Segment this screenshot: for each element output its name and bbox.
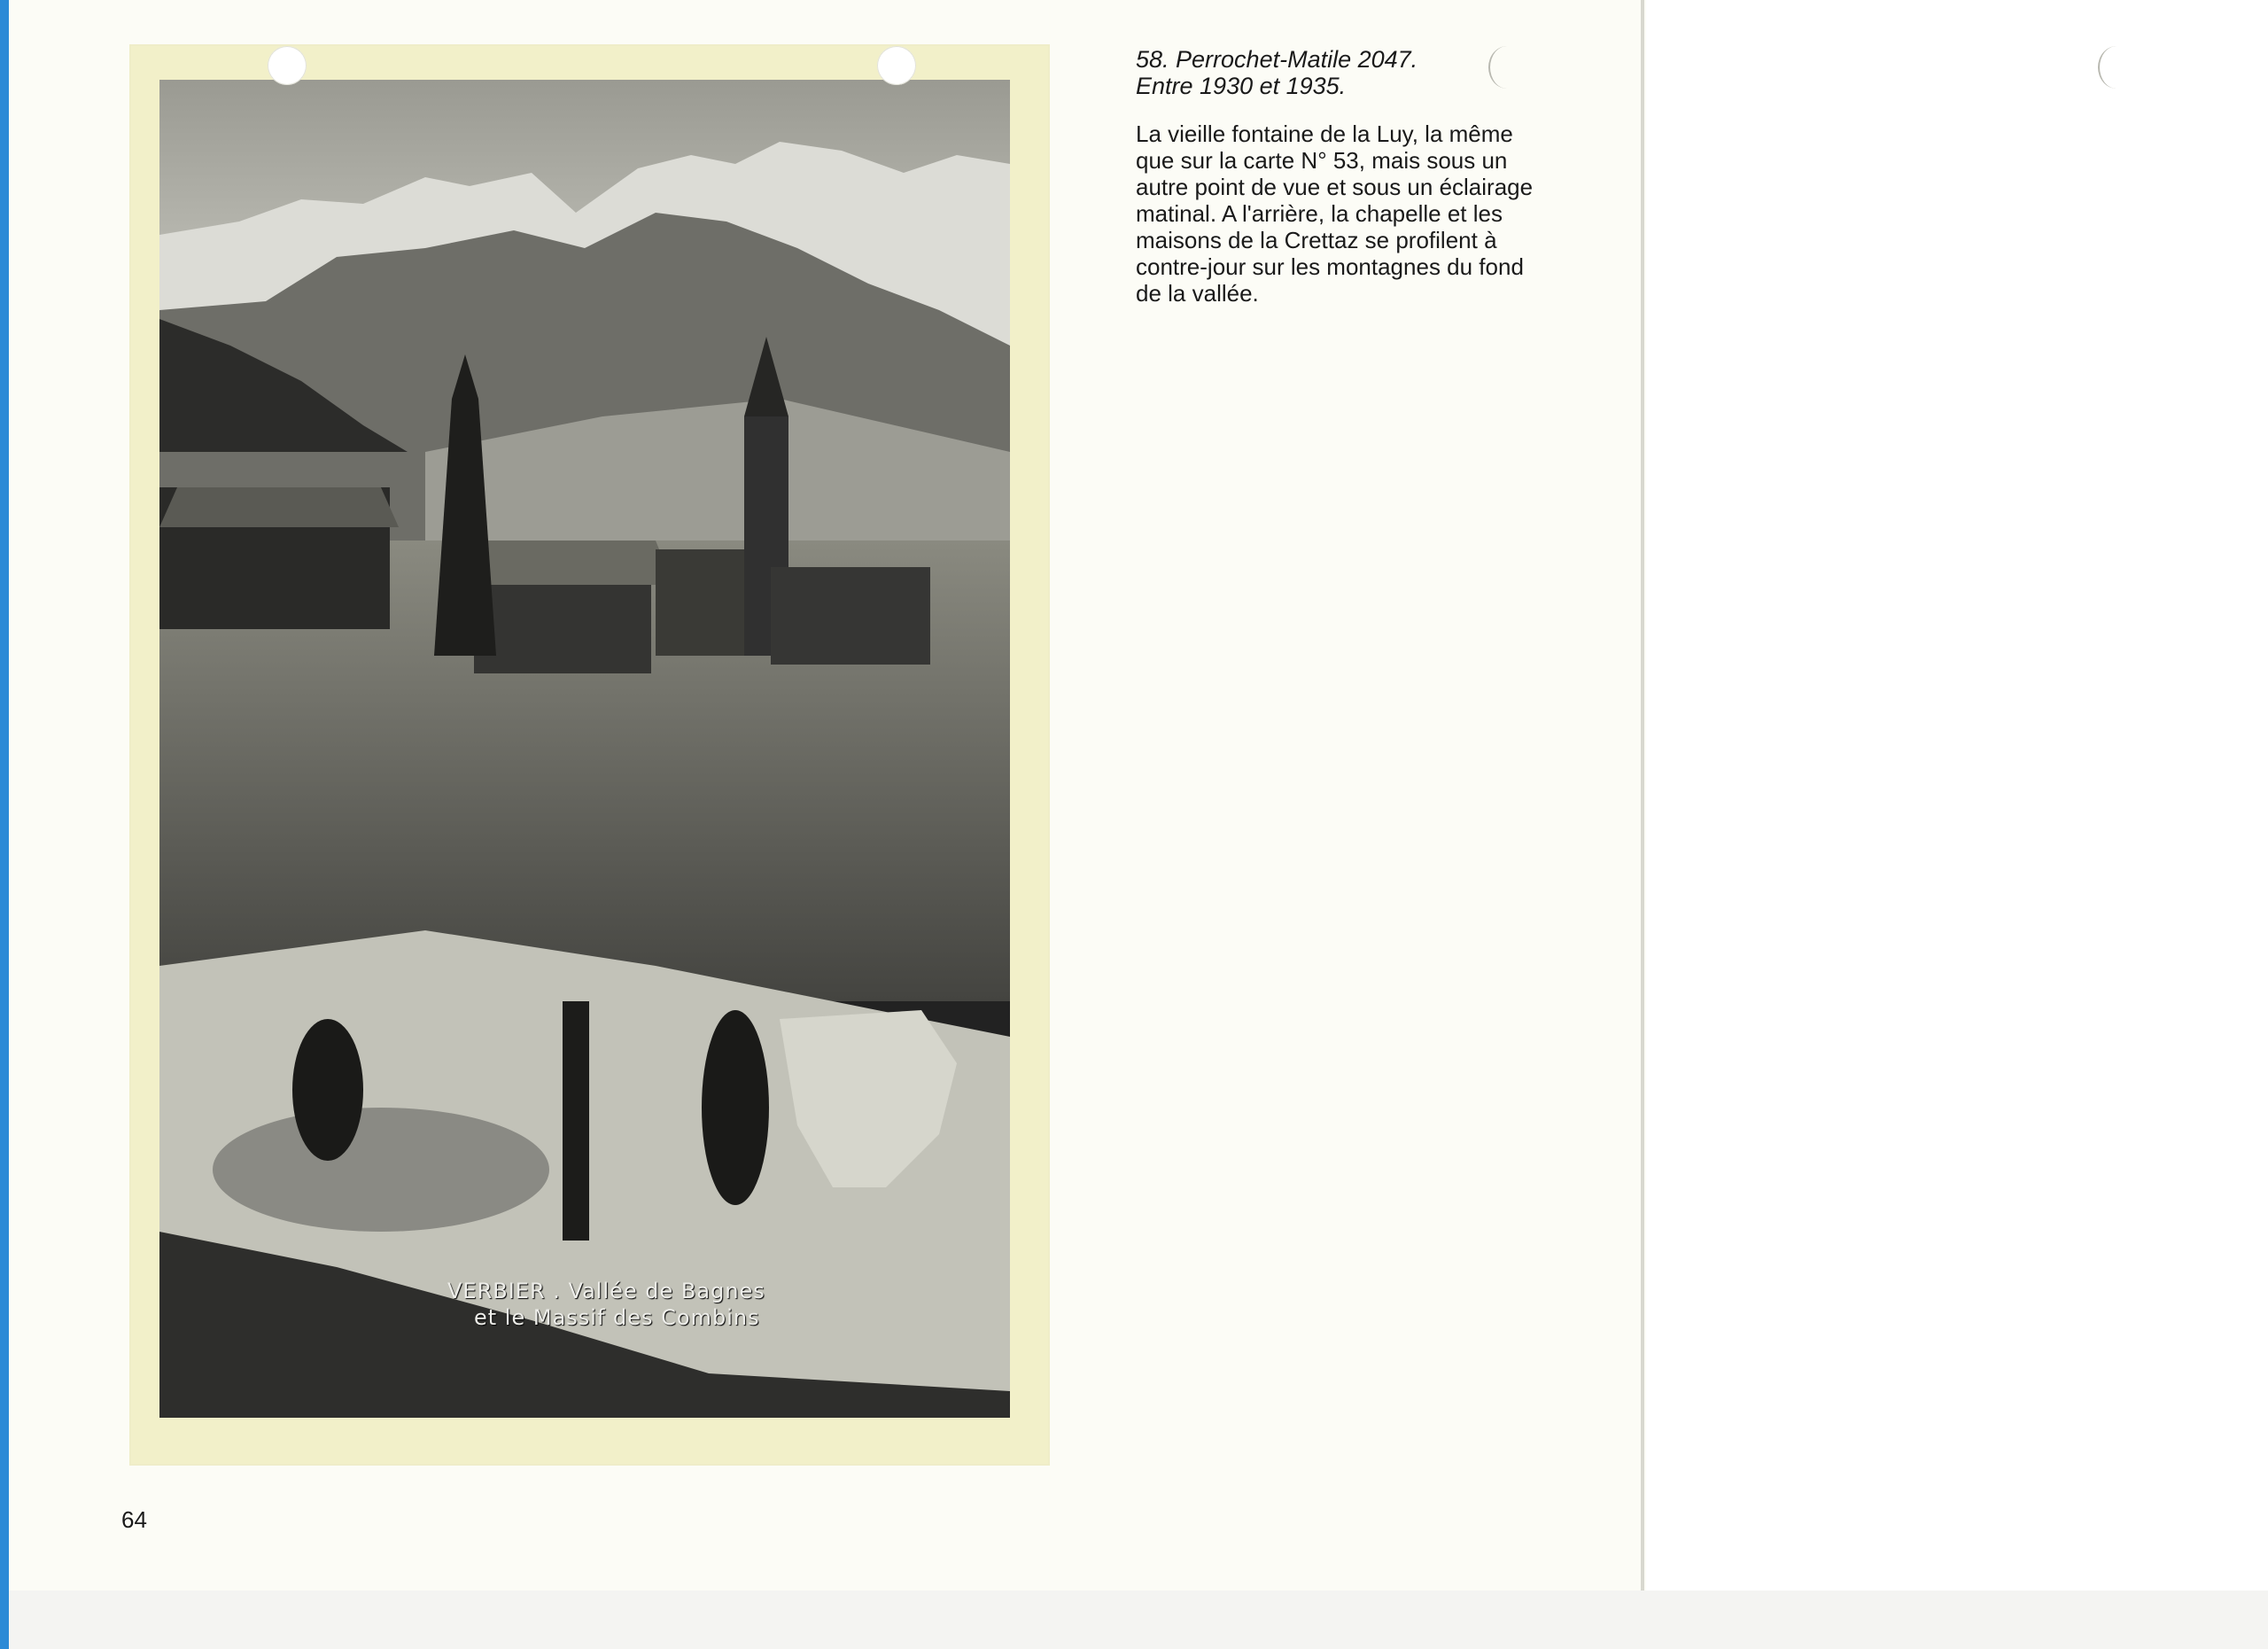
page-gutter [1641,0,1644,1591]
chalet-left-roof [159,487,399,527]
scan-edge [0,0,9,1649]
postcard-photo [159,80,1010,1418]
person-standing [702,1010,769,1205]
chalet-right [771,567,930,665]
fountain-basin [213,1108,549,1232]
card-date: Entre 1930 et 1935. [1136,73,1347,99]
photo-illustration [159,80,1010,1418]
photo-caption-line-2: et le Massif des Combins [474,1305,760,1330]
caption-block [1136,46,1552,307]
punch-hole-right [877,46,916,85]
card-reference: 58. Perrochet-Matile 2047. [1136,46,1418,73]
photo-printed-caption [447,1278,765,1331]
scan-bottom-margin [9,1591,2268,1649]
card-description: La vieille fontaine de la Luy, la même que sur la carte N° 53, mais sous un autre point de vue et sous un éclairage matinal. A l'arrière, la chapelle et les maisons de la Crettaz se profilent à contre-jour sur les montagnes du fond de la vallée. [1136,121,1534,307]
binder-ring-mark-2 [2098,46,2135,89]
page-number: 64 [121,1506,147,1533]
right-page [1646,0,2268,1591]
photo-caption-line-1: VERBIER . Vallée de Bagnes [447,1279,765,1303]
fountain-post [563,1001,589,1241]
punch-hole-left [268,46,307,85]
person-seated [292,1019,363,1161]
